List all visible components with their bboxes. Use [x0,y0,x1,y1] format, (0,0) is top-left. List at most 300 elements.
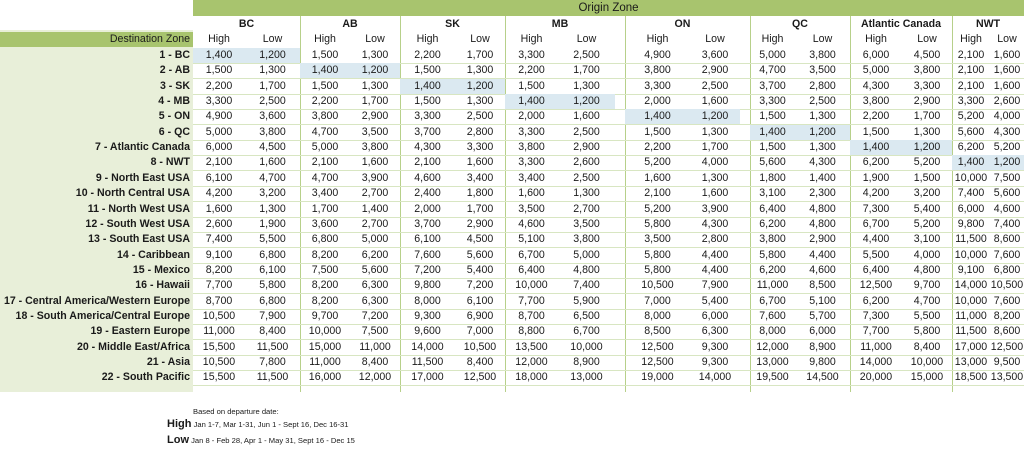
low-rate-cell: 4,800 [809,203,836,215]
high-rate-cell: 8,700 [205,295,233,307]
low-rate-cell: 9,800 [809,356,836,368]
low-rate-cell: 1,600 [361,156,389,168]
low-rate-cell: 3,500 [361,126,389,138]
low-rate-cell: 6,300 [361,279,389,291]
low-rate-cell: 4,300 [809,156,836,168]
row-separator [193,385,1024,386]
high-rate-cell: 14,000 [954,279,988,291]
row-label: 2 - AB [159,64,190,76]
low-rate-cell: 2,600 [573,156,600,168]
origin-zone-header: Origin Zone [193,0,1024,16]
low-rate-cell: 3,500 [573,218,600,230]
high-rate-cell: 1,600 [205,203,233,215]
low-rate-cell: 13,500 [990,371,1024,383]
low-rate-cell: 1,600 [993,49,1021,61]
low-rate-cell: 3,300 [913,80,941,92]
low-rate-cell: 6,800 [259,295,286,307]
high-subheader: High [416,33,439,45]
low-rate-cell: 5,200 [993,141,1021,153]
low-rate-cell: 7,900 [259,310,286,322]
legend-low-key: Low [167,434,189,446]
zone-header: SK [445,18,460,30]
high-rate-cell: 7,300 [862,203,890,215]
high-rate-cell: 19,000 [641,371,674,383]
low-rate-cell: 6,800 [259,249,286,261]
low-rate-cell: 8,600 [993,233,1021,245]
high-rate-cell: 1,400 [300,63,350,78]
row-label: 8 - NWT [150,156,190,168]
high-rate-cell: 10,000 [515,279,548,291]
high-rate-cell: 7,700 [205,279,233,291]
low-rate-cell: 1,900 [259,218,286,230]
low-rate-cell: 4,600 [993,203,1021,215]
high-rate-cell: 2,600 [205,218,233,230]
high-rate-cell: 6,000 [205,141,233,153]
low-rate-cell: 8,200 [993,310,1021,322]
high-rate-cell: 3,800 [311,110,339,122]
high-rate-cell: 19,500 [756,371,789,383]
low-rate-cell: 9,300 [701,356,729,368]
low-rate-cell: 11,000 [359,341,391,353]
high-rate-cell: 4,600 [518,218,545,230]
low-rate-cell: 2,900 [701,64,729,76]
high-rate-cell: 6,200 [759,218,786,230]
low-rate-cell: 7,900 [701,279,729,291]
high-rate-cell: 6,400 [862,264,890,276]
high-rate-cell: 7,400 [957,187,985,199]
low-rate-cell: 1,700 [573,64,600,76]
low-rate-cell: 10,000 [910,356,944,368]
high-rate-cell: 4,900 [205,110,233,122]
high-rate-cell: 5,600 [759,156,786,168]
high-rate-cell: 12,500 [641,341,674,353]
high-rate-cell: 8,500 [644,325,671,337]
low-rate-cell: 3,800 [913,64,941,76]
low-rate-cell: 5,200 [913,218,941,230]
low-rate-cell: 5,600 [466,249,494,261]
low-subheader: Low [812,33,833,45]
low-rate-cell: 4,400 [809,249,836,261]
high-rate-cell: 3,300 [518,156,545,168]
low-rate-cell: 9,300 [701,341,729,353]
low-rate-cell: 6,700 [573,325,600,337]
low-rate-cell: 4,600 [809,264,836,276]
low-rate-cell: 2,500 [573,126,600,138]
high-rate-cell: 11,000 [756,279,789,291]
low-rate-cell: 2,800 [809,80,836,92]
high-subheader: High [208,33,230,45]
high-rate-cell: 11,000 [955,310,987,322]
high-rate-cell: 4,300 [862,80,890,92]
high-rate-cell: 2,100 [205,156,233,168]
low-rate-cell: 1,300 [361,49,389,61]
high-rate-cell: 13,000 [756,356,789,368]
high-rate-cell: 6,700 [862,218,890,230]
high-rate-cell: 2,100 [957,80,985,92]
high-rate-cell: 8,700 [518,310,545,322]
high-rate-cell: 2,200 [862,110,890,122]
low-rate-cell: 4,300 [701,218,729,230]
low-rate-cell: 1,600 [573,110,600,122]
high-rate-cell: 7,600 [414,249,441,261]
high-rate-cell: 3,300 [644,80,671,92]
high-rate-cell: 7,200 [414,264,441,276]
low-rate-cell: 5,100 [809,295,836,307]
high-rate-cell: 8,200 [205,264,233,276]
high-rate-cell: 1,500 [518,80,545,92]
legend-low [167,435,355,446]
high-rate-cell: 15,500 [202,341,236,353]
high-rate-cell: 9,600 [414,325,441,337]
low-rate-cell: 1,300 [809,110,836,122]
low-rate-cell: 1,700 [259,80,286,92]
high-rate-cell: 2,100 [957,64,985,76]
row-label: 12 - South West USA [85,218,190,230]
low-rate-cell: 2,600 [993,95,1021,107]
high-rate-cell: 3,700 [759,80,786,92]
low-rate-cell: 4,800 [913,264,941,276]
high-rate-cell: 18,500 [954,371,988,383]
low-rate-cell: 2,500 [466,110,494,122]
low-rate-cell: 3,800 [809,49,836,61]
high-rate-cell: 3,800 [518,141,545,153]
low-rate-cell: 2,700 [361,187,389,199]
high-rate-cell: 9,100 [957,264,985,276]
row-label: 10 - North Central USA [75,187,190,199]
high-rate-cell: 1,600 [644,172,671,184]
high-rate-cell: 13,000 [954,356,988,368]
low-subheader: Low [997,33,1017,45]
high-rate-cell: 6,200 [862,295,890,307]
high-rate-cell: 6,700 [518,249,545,261]
low-rate-cell: 12,500 [990,341,1024,353]
high-rate-cell: 1,500 [759,110,786,122]
high-rate-cell: 2,100 [311,156,339,168]
low-rate-cell: 9,700 [913,279,941,291]
high-rate-cell: 3,300 [205,95,233,107]
low-rate-cell: 2,800 [701,233,729,245]
low-rate-cell: 4,700 [259,172,286,184]
low-rate-cell: 1,200 [990,155,1024,170]
low-rate-cell: 5,000 [573,249,600,261]
low-rate-cell: 3,500 [809,64,836,76]
high-rate-cell: 10,500 [202,310,236,322]
low-rate-cell: 1,300 [701,126,729,138]
low-rate-cell: 1,200 [558,94,615,109]
row-label: 5 - ON [158,110,190,122]
low-rate-cell: 3,900 [361,172,389,184]
high-rate-cell: 17,000 [954,341,988,353]
low-rate-cell: 8,400 [361,356,389,368]
zone-header: Atlantic Canada [860,18,942,30]
low-rate-cell: 6,800 [993,264,1021,276]
high-rate-cell: 3,800 [644,64,671,76]
high-rate-cell: 2,000 [414,203,441,215]
low-rate-cell: 8,900 [573,356,600,368]
high-rate-cell: 7,700 [862,325,890,337]
high-rate-cell: 1,400 [625,109,690,124]
low-rate-cell: 4,800 [573,264,600,276]
high-rate-cell: 4,600 [414,172,441,184]
high-rate-cell: 9,300 [414,310,441,322]
high-subheader: High [646,33,669,45]
legend-low-dates: Jan 8 - Feb 28, Apr 1 - May 31, Sept 16 - Dec 15 [191,436,355,445]
high-rate-cell: 4,700 [759,64,786,76]
high-rate-cell: 7,500 [311,264,339,276]
low-rate-cell: 6,000 [809,325,836,337]
high-rate-cell: 5,200 [644,203,671,215]
low-rate-cell: 3,300 [466,141,494,153]
low-rate-cell: 6,200 [361,249,389,261]
high-rate-cell: 3,100 [759,187,786,199]
high-rate-cell: 12,500 [641,356,674,368]
high-rate-cell: 5,800 [644,264,671,276]
high-rate-cell: 5,800 [759,249,786,261]
low-subheader: Low [470,33,490,45]
high-rate-cell: 9,800 [957,218,985,230]
high-rate-cell: 6,800 [311,233,339,245]
low-rate-cell: 2,500 [701,80,729,92]
high-rate-cell: 10,500 [641,279,674,291]
low-rate-cell: 4,000 [913,249,941,261]
high-rate-cell: 1,400 [952,155,990,170]
high-subheader: High [865,33,887,45]
low-rate-cell: 1,300 [701,172,729,184]
low-rate-cell: 3,600 [701,49,729,61]
row-label: 4 - MB [158,95,190,107]
high-rate-cell: 3,500 [644,233,671,245]
low-rate-cell: 7,200 [361,310,389,322]
zone-header: BC [238,18,255,30]
low-rate-cell: 3,100 [913,233,941,245]
high-rate-cell: 2,000 [644,95,671,107]
low-rate-cell: 1,300 [809,141,836,153]
high-rate-cell: 15,500 [202,371,236,383]
high-rate-cell: 5,200 [644,156,671,168]
high-rate-cell: 11,000 [860,341,892,353]
high-rate-cell: 3,300 [957,95,985,107]
low-rate-cell: 4,800 [809,218,836,230]
low-rate-cell: 6,300 [701,325,729,337]
low-rate-cell: 4,400 [701,264,729,276]
high-rate-cell: 1,600 [518,187,545,199]
low-rate-cell: 6,500 [573,310,600,322]
high-rate-cell: 8,000 [414,295,441,307]
high-rate-cell: 3,300 [414,110,441,122]
low-rate-cell: 1,700 [701,141,729,153]
high-rate-cell: 7,600 [759,310,786,322]
high-rate-cell: 2,200 [311,95,339,107]
high-rate-cell: 6,100 [414,233,441,245]
high-rate-cell: 2,400 [414,187,441,199]
low-rate-cell: 8,400 [466,356,494,368]
low-rate-cell: 2,500 [573,49,600,61]
low-rate-cell: 5,600 [361,264,389,276]
row-label: 15 - Mexico [132,264,190,276]
high-rate-cell: 7,700 [518,295,545,307]
high-rate-cell: 13,500 [515,341,548,353]
low-rate-cell: 10,500 [463,341,497,353]
low-rate-cell: 2,900 [809,233,836,245]
low-rate-cell: 8,400 [913,341,941,353]
high-rate-cell: 6,700 [759,295,786,307]
low-rate-cell: 1,200 [455,79,505,94]
low-rate-cell: 13,000 [570,371,603,383]
high-subheader: High [761,33,784,45]
row-label: 18 - South America/Central Europe [15,310,190,322]
high-rate-cell: 16,000 [308,371,342,383]
row-label: 14 - Caribbean [116,249,190,261]
low-rate-cell: 5,400 [466,264,494,276]
high-rate-cell: 7,300 [862,310,890,322]
low-rate-cell: 5,600 [993,187,1021,199]
high-rate-cell: 10,500 [202,356,236,368]
low-rate-cell: 7,500 [993,172,1021,184]
low-rate-cell: 1,600 [993,64,1021,76]
low-rate-cell: 6,900 [466,310,494,322]
row-label: 6 - QC [158,126,190,138]
high-rate-cell: 5,500 [862,249,890,261]
low-rate-cell: 1,700 [466,203,494,215]
high-rate-cell: 5,200 [957,110,985,122]
low-subheader: Low [576,33,597,45]
low-rate-cell: 7,600 [993,249,1021,261]
row-label: 22 - South Pacific [101,371,190,383]
high-rate-cell: 1,400 [505,94,558,109]
high-rate-cell: 3,700 [414,218,441,230]
high-subheader: High [960,33,982,45]
low-subheader: Low [262,33,283,45]
high-rate-cell: 5,000 [759,49,786,61]
row-label: 11 - North West USA [87,203,190,215]
high-rate-cell: 6,400 [518,264,545,276]
low-rate-cell: 3,600 [259,110,286,122]
low-rate-cell: 7,400 [993,218,1021,230]
low-rate-cell: 7,400 [573,279,600,291]
high-rate-cell: 7,400 [205,233,233,245]
low-rate-cell: 12,500 [463,371,497,383]
row-label: 21 - Asia [146,356,190,368]
low-rate-cell: 4,300 [993,126,1021,138]
high-rate-cell: 4,200 [205,187,233,199]
high-rate-cell: 9,800 [414,279,441,291]
low-rate-cell: 7,500 [361,325,389,337]
high-rate-cell: 8,200 [311,295,339,307]
high-rate-cell: 1,500 [414,64,441,76]
low-rate-cell: 8,500 [809,279,836,291]
low-rate-cell: 5,700 [809,310,836,322]
legend-high-key: High [167,418,192,430]
low-rate-cell: 7,200 [466,279,494,291]
low-rate-cell: 2,900 [913,95,941,107]
low-subheader: Low [705,33,725,45]
zone-header: MB [551,18,569,30]
low-rate-cell: 1,600 [466,156,494,168]
low-rate-cell: 6,100 [466,295,494,307]
high-rate-cell: 2,100 [644,187,671,199]
high-rate-cell: 1,500 [311,49,339,61]
low-rate-cell: 1,400 [361,203,389,215]
low-rate-cell: 6,100 [259,264,286,276]
high-subheader: High [520,33,543,45]
low-rate-cell: 3,900 [701,203,729,215]
low-rate-cell: 2,500 [259,95,286,107]
low-rate-cell: 1,300 [361,80,389,92]
row-label: 9 - North East USA [95,172,190,184]
high-rate-cell: 3,300 [518,49,545,61]
high-rate-cell: 3,500 [518,203,545,215]
high-rate-cell: 4,700 [311,126,339,138]
low-rate-cell: 5,800 [259,279,286,291]
high-rate-cell: 3,400 [518,172,545,184]
high-rate-cell: 3,800 [759,233,786,245]
low-rate-cell: 1,300 [573,80,600,92]
low-rate-cell: 1,400 [809,172,836,184]
high-rate-cell: 10,000 [308,325,342,337]
high-rate-cell: 8,000 [759,325,786,337]
low-rate-cell: 10,000 [570,341,603,353]
high-rate-cell: 14,000 [411,341,444,353]
high-rate-cell: 6,400 [759,203,786,215]
high-rate-cell: 1,500 [759,141,786,153]
low-rate-cell: 8,400 [259,325,286,337]
low-rate-cell: 7,000 [466,325,494,337]
high-rate-cell: 4,300 [414,141,441,153]
row-label: 19 - Eastern Europe [90,325,190,337]
low-rate-cell: 5,500 [913,310,941,322]
low-rate-cell: 4,400 [701,249,729,261]
low-rate-cell: 1,300 [466,64,494,76]
high-rate-cell: 10,000 [954,249,988,261]
high-rate-cell: 5,000 [311,141,339,153]
low-rate-cell: 1,700 [466,49,494,61]
low-rate-cell: 2,500 [809,95,836,107]
high-rate-cell: 6,100 [205,172,233,184]
footer-note: Based on departure date: [193,407,279,416]
high-rate-cell: 6,000 [957,203,985,215]
high-rate-cell: 1,500 [205,64,233,76]
low-subheader: Low [917,33,937,45]
high-rate-cell: 2,200 [644,141,671,153]
destination-zone-header: Destination Zone [0,32,193,47]
low-rate-cell: 1,800 [466,187,494,199]
high-rate-cell: 5,800 [644,249,671,261]
row-label: 3 - SK [159,80,190,92]
low-rate-cell: 7,600 [993,295,1021,307]
high-rate-cell: 1,500 [862,126,890,138]
low-rate-cell: 4,500 [913,49,941,61]
low-rate-cell: 2,900 [466,218,494,230]
legend-high-dates: Jan 1-7, Mar 1-31, Jun 1 - Sept 16, Dec 16-31 [193,420,349,429]
low-rate-cell: 1,200 [902,140,952,155]
high-rate-cell: 3,300 [759,95,786,107]
high-rate-cell: 10,000 [954,295,988,307]
low-rate-cell: 2,700 [361,218,389,230]
low-rate-cell: 1,200 [795,125,850,140]
low-rate-cell: 8,600 [993,325,1021,337]
high-rate-cell: 15,000 [308,341,342,353]
high-rate-cell: 8,000 [644,310,671,322]
low-rate-cell: 1,700 [361,95,389,107]
low-rate-cell: 3,400 [466,172,494,184]
high-rate-cell: 4,200 [862,187,890,199]
low-rate-cell: 5,200 [913,156,941,168]
low-rate-cell: 12,000 [358,371,392,383]
zone-header: QC [792,18,808,30]
low-rate-cell: 8,900 [809,341,836,353]
row-label: 16 - Hawaii [135,279,190,291]
high-rate-cell: 1,400 [193,48,245,63]
